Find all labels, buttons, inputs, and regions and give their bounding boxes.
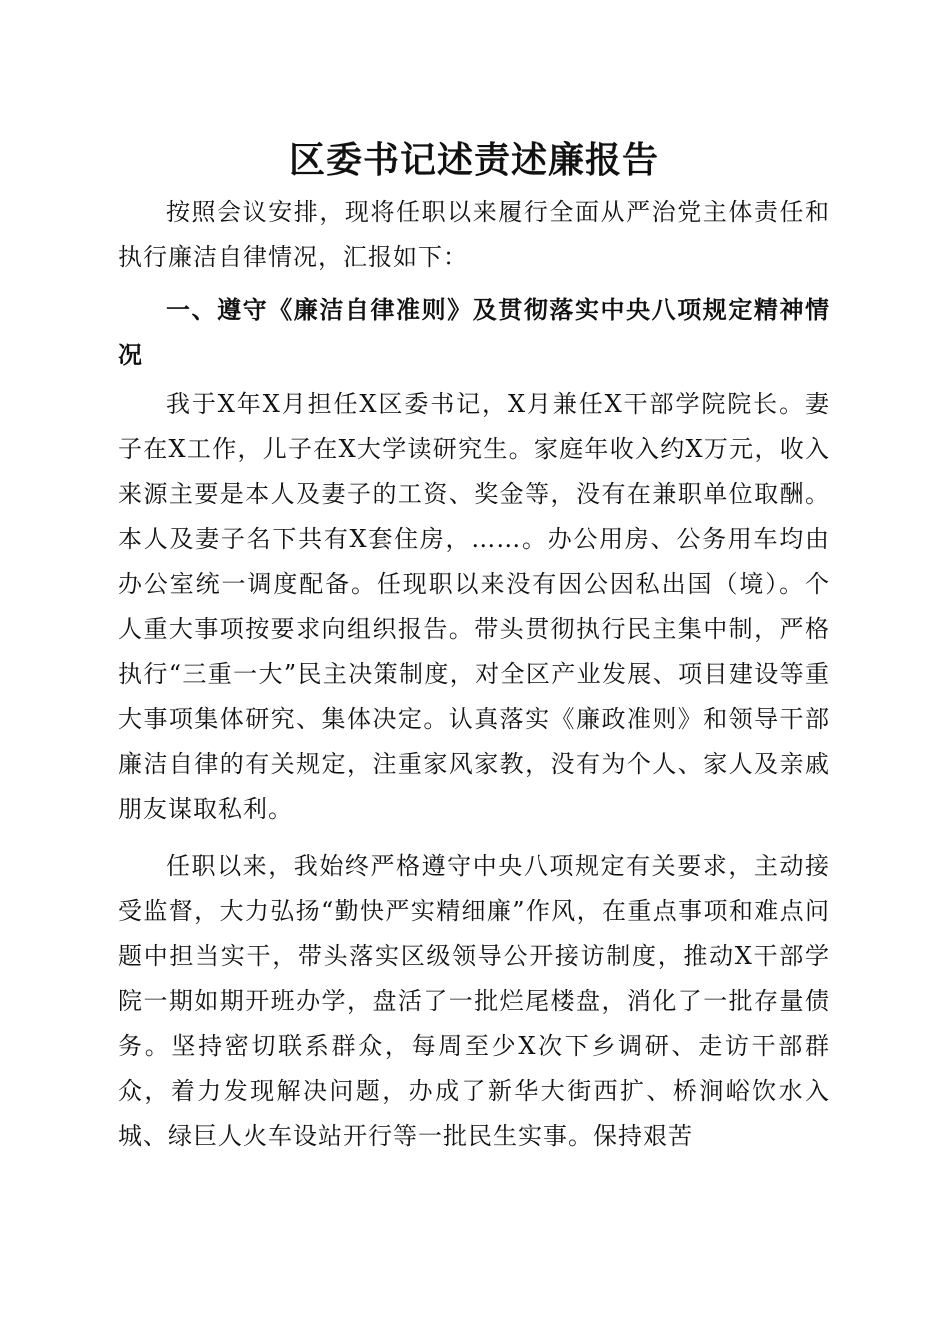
intro-paragraph: 按照会议安排，现将任职以来履行全面从严治党主体责任和执行廉洁自律情况，汇报如下： bbox=[118, 198, 830, 271]
document-body bbox=[118, 130, 830, 1159]
body-paragraph-2: 任职以来，我始终严格遵守中央八项规定有关要求，主动接受监督，大力弘扬“勤快严实精细廉”作风，在重点事项和难点问题中担当实干，带头落实区级领导公开接访制度，推动X干部学院一期如期开班办学，盘活了一批烂尾楼盘，消化了一批存量债务。坚持密切联系群众，每周至少X次下乡调研、走访干部群众，着力发现解决问题，办成了新华大街西扩、桥涧峪饮水入城、绿巨人火车设站开行等一批民生实事。保持艰苦 bbox=[118, 852, 830, 1150]
body-paragraph-1: 我于X年X月担任X区委书记，X月兼任X干部学院院长。妻子在X工作，儿子在X大学读研究生。家庭年收入约X万元，收入来源主要是本人及妻子的工资、奖金等，没有在兼职单位取酬。本人及妻子名下共有X套住房，……。办公用房、公务用车均由办公室统一调度配备。任现职以来没有因公因私出国（境）。个人重大事项按要求向组织报告。带头贯彻执行民主集中制，严格执行“三重一大”民主决策制度，对全区产业发展、项目建设等重大事项集体研究、集体决定。认真落实《廉政准则》和领导干部廉洁自律的有关规定，注重家风家教，没有为个人、家人及亲戚朋友谋取私利。 bbox=[118, 390, 830, 823]
document-title: 区委书记述责述廉报告 bbox=[288, 139, 659, 181]
section-heading-1: 一、遵守《廉洁自律准则》及贯彻落实中央八项规定精神情况 bbox=[118, 296, 830, 369]
